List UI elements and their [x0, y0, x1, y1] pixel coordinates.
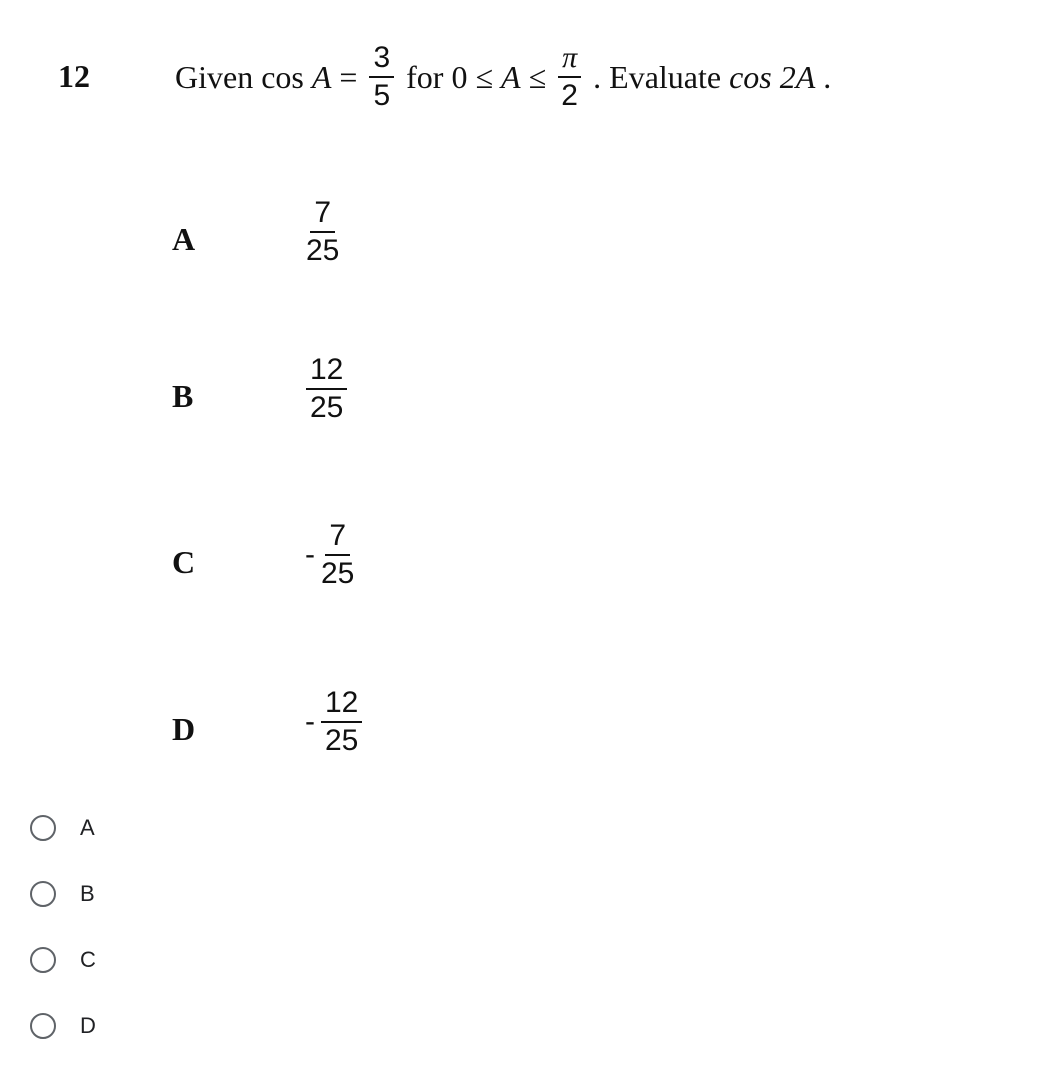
numerator: 7 — [325, 518, 350, 556]
option-letter: D — [172, 711, 196, 747]
option-letter: C — [172, 544, 196, 580]
evaluate-text: . Evaluate — [593, 58, 722, 95]
radio-option-a[interactable] — [30, 815, 95, 841]
var-a: A — [311, 58, 332, 95]
minus-sign: - — [305, 705, 315, 738]
range-lhs: 0 ≤ — [451, 58, 494, 95]
le: ≤ — [528, 58, 547, 95]
minus-sign: - — [305, 538, 315, 571]
denominator: 25 — [321, 557, 355, 590]
radio-option-c[interactable] — [30, 947, 96, 973]
numerator: 12 — [306, 352, 347, 390]
fraction — [306, 352, 347, 426]
question-text — [175, 40, 831, 114]
denominator: 25 — [310, 391, 344, 424]
option-letter: A — [172, 221, 196, 257]
fraction-3-5 — [369, 40, 394, 114]
numerator: 3 — [369, 40, 394, 78]
radio-option-d[interactable] — [30, 1013, 96, 1039]
var-a: A — [501, 58, 521, 95]
radio-circle-icon[interactable] — [30, 947, 56, 973]
denominator: 25 — [325, 724, 359, 757]
cos-text: cos — [261, 58, 304, 95]
option-value — [300, 352, 351, 426]
denominator: 25 — [306, 234, 340, 267]
radio-label: A — [80, 815, 95, 840]
radio-circle-icon[interactable] — [30, 815, 56, 841]
option-value — [300, 195, 343, 269]
question-number: 12 — [58, 58, 90, 94]
option-value — [305, 685, 366, 759]
for-text: for — [406, 58, 444, 95]
target-expr: cos 2A — [729, 58, 816, 95]
radio-circle-icon[interactable] — [30, 1013, 56, 1039]
numerator: π — [558, 40, 581, 78]
fraction — [306, 195, 339, 269]
radio-label: C — [80, 947, 96, 972]
numerator: 12 — [321, 685, 362, 723]
period: . — [823, 58, 832, 95]
option-value — [305, 518, 358, 592]
equals: = — [339, 58, 358, 95]
radio-label: D — [80, 1013, 96, 1038]
fraction — [321, 518, 354, 592]
radio-label: B — [80, 881, 95, 906]
denominator: 2 — [561, 79, 578, 112]
fraction-pi-2 — [558, 40, 581, 114]
radio-circle-icon[interactable] — [30, 881, 56, 907]
fraction — [321, 685, 362, 759]
given-text: Given — [175, 58, 254, 95]
radio-option-b[interactable] — [30, 881, 95, 907]
numerator: 7 — [310, 195, 335, 233]
denominator: 5 — [373, 79, 391, 112]
option-letter: B — [172, 378, 194, 414]
